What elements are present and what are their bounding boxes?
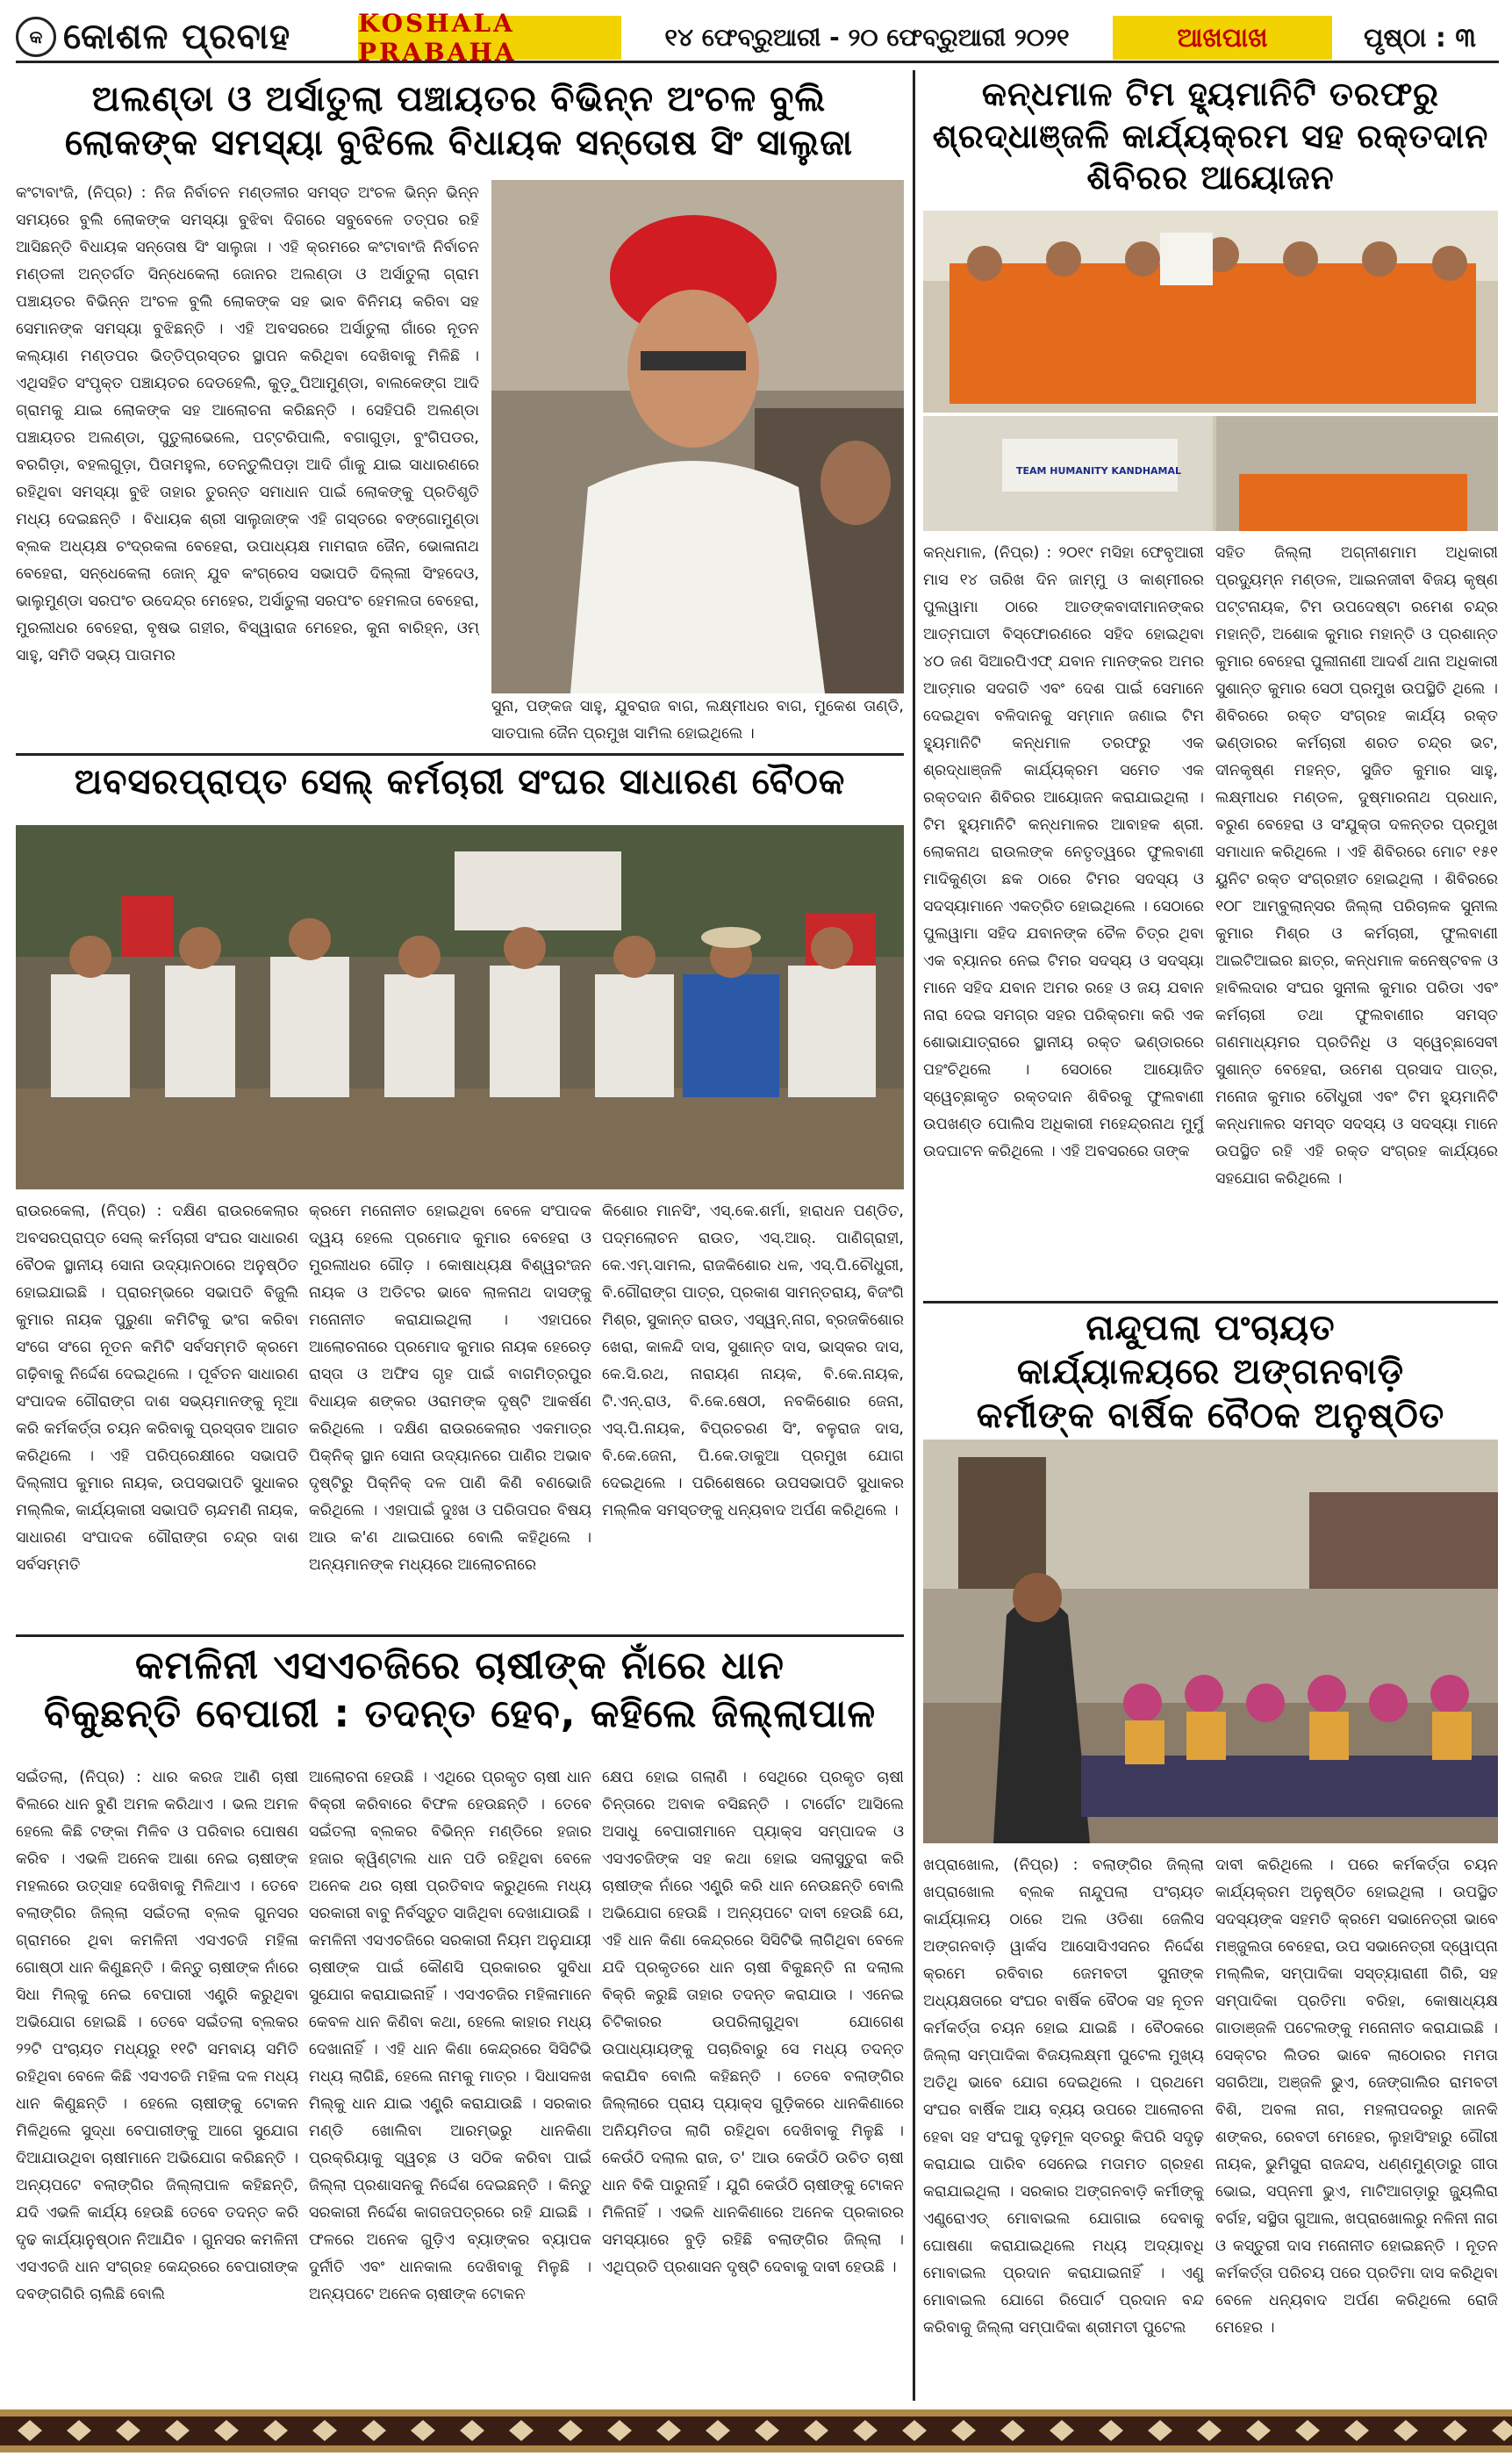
article2-headline: ଅବସରପ୍ରାପ୍ତ ସେଲ୍ କର୍ମଚାରୀ ସଂଘର ସାଧାରଣ ବୈଠକ bbox=[74, 762, 846, 802]
article4-headline bbox=[923, 74, 1498, 199]
article3-headline-line1: କମଳିନୀ ଏସଏଚଜିରେ ଚାଷୀଙ୍କ ନାଁରେ ଧାନ bbox=[135, 1643, 785, 1688]
article3-headline-line2: ବିକୁଛନ୍ତି ବେପାରୀ : ତଦନ୍ତ ହେବ, କହିଲେ ଜିଲ୍ଲାପାଳ bbox=[43, 1691, 877, 1736]
article2-col3: କିଶୋର ମାନସିଂ, ଏସ୍.କେ.ଶର୍ମା, ହାରାଧନ ପଣ୍ଡିତ, ପଦ୍ମଲୋଚନ ରାଉତ, ଏସ୍.ଆର୍. ପାଣିଗ୍ରାହୀ, କେ.ଏମ୍.ସାମଲ, ରାଜକିଶୋର ଧଳ, ଏସ୍.ପି.ଚୌଧୁରୀ, ବି.ଗୌରାଙ୍ଗ ପାତ୍ର, ପ୍ରକାଶ ସାମନ୍ତରାୟ, ବିଜଂଗି ମିଶ୍ର, ସୁକାନ୍ତ ରାଉତ, ଏସ୍ୱନ୍.ନାଗ, ବ୍ରଜକିଶୋର ଖେରା, କାଳନ୍ଦି ଦାସ, ସୁଶାନ୍ତ ଦାସ, ଭାସ୍କର ଦାସ, କେ.ସି.ରଥ, ନାରାୟଣ ନାୟକ, ବି.କେ.ନାୟକ, ଟି.ଏନ୍.ରାଓ, ବି.କେ.ଷେଠୀ, ନବକିଶୋର ଜେନା, ଏସ୍.ପି.ନାୟକ, ବିପ୍ରଚରଣ ସିଂ, ବଳୁରାଜ ଦାସ, ବି.କେ.ଜେନା, ପି.କେ.ଡାକୁଆ ପ୍ରମୁଖ ଯୋଗ ଦେଇଥିଲେ । ପରିଶେଷରେ ଉପସଭାପତି ସୁଧାକର ମଲ୍ଲିକ ସମସ୍ତଙ୍କୁ ଧନ୍ୟବାଦ ଅର୍ପଣ କରିଥିଲେ । bbox=[602, 1203, 904, 1519]
article3-col3: କ୍ଷେପ ହୋଇ ଗଲାଣି । ସେଥିରେ ପ୍ରକୃତ ଚାଷୀ ଚିନ୍ତାରେ ଅବାକ ବସିଛନ୍ତି । ଟାର୍ଗେଟ ଆସିଲେ ଅସାଧୁ ବେପାରୀମାନେ ପ୍ୟାକ୍ସ ସମ୍ପାଦକ ଓ ଏସଏଚଜିଙ୍କ ସହ କଥା ହୋଇ ସଲାସୁତୁରା କରି ଚାଷୀଙ୍କ ନାଁରେ ଏଣ୍ଟ୍ରି କରି ଧାନ ନେଉଛନ୍ତି ବୋଲି ଅଭିଯୋଗ ହେଉଛି । ଅନ୍ୟପଟେ ଦାବୀ ହେଉଛି ଯେ, ଏହି ଧାନ କିଣା କେନ୍ଦ୍ରରେ ସିସିଟିଭି ଲାଗିଥିବା ବେଳେ ଯଦି ପ୍ରକୃତରେ ଧାନ ଚାଷୀ ବିକୁଛନ୍ତି ନା ଦଲାଲ ବିକ୍ରି କରୁଛି ତାହାର ତଦନ୍ତ କରାଯାଉ । ଏନେଇ ଚିଟିକାରର ଉପରିଲାଗୁଥିବା ଯୋଗେଶ ଉପାଧ୍ୟାୟଙ୍କୁ ପଚାରିବାରୁ ସେ ମଧ୍ୟ ତଦନ୍ତ କରାଯିବ ବୋଲି କହିଛନ୍ତି । ତେବେ ବଲାଙ୍ଗିର ଜିଲ୍ଲାରେ ପ୍ରାୟ ପ୍ୟାକ୍ସ ଗୁଡ଼ିକରେ ଧାନକିଣାରେ ଅନିୟମିତତା ଲାଗି ରହିଥିବା ଦେଖିବାକୁ ମିଳୁଛି । କେଉଁଠି ଦଲାଲ ରାଜ, ତ' ଆଉ କେଉଁଠି ଉଚିତ ଚାଷୀ ଧାନ ବିକି ପାରୁନାହିଁ । ଯୁଗି କେଉଁଠି ଚାଷୀଙ୍କୁ ଟୋକନ ମିଳିନାହିଁ । ଏଭଳି ଧାନକିଣାରେ ଅନେକ ପ୍ରକାରର ସମସ୍ୟାରେ ବୁଡ଼ି ରହିଛି ବଲାଙ୍ଗିର ଜିଲ୍ଲା । ଏଥିପ୍ରତି ପ୍ରଶାସନ ଦୃଷ୍ଟି ଦେବାକୁ ଦାବୀ ହେଉଛି । bbox=[602, 1769, 904, 2276]
article5-headline bbox=[923, 1306, 1498, 1438]
article5-headline-line2: କାର୍ଯ୍ୟାଳୟରେ ଅଙ୍ଗନବାଡ଼ି bbox=[1016, 1352, 1405, 1392]
footer-pattern-icon bbox=[0, 2409, 1512, 2452]
emblem-icon: କ bbox=[16, 17, 56, 57]
divider bbox=[16, 753, 904, 756]
article4-headline-line2: ଶ୍ରଦ୍ଧାଞ୍ଜଳି କାର୍ଯ୍ୟକ୍ରମ ସହ ରକ୍ତଦାନ bbox=[932, 116, 1489, 155]
article4-headline-line3: ଶିବିରର ଆୟୋଜନ bbox=[1086, 158, 1335, 197]
section-name: ଆଖପାଖ bbox=[1113, 16, 1332, 60]
divider bbox=[16, 1634, 904, 1637]
article3-col2: ଆଲୋଚନା ହେଉଛି । ଏଥିରେ ପ୍ରକୃତ ଚାଷୀ ଧାନ ବିକ୍ରୀ କରିବାରେ ବିଫଳ ହେଉଛନ୍ତି । ତେବେ ସଇଁତଲା ବ୍ଲକର ବିଭିନ୍ନ ମଣ୍ଡିରେ ହଜାର ହଜାର କ୍ୱିଣ୍ଟାଲ ଧାନ ପଡି ରହିଥିବା ବେଳେ ଅନେକ ଥର ଚାଷୀ ପ୍ରତିବାଦ କରୁଥିଲେ ମଧ୍ୟ ସରକାରୀ ବାବୁ ନିର୍ବସ୍ତୁତ ସାଜିଥିବା ଦେଖାଯାଉଛି । କମଳିନୀ ଏସଏଚଜିରେ ସରକାରୀ ନିୟମ ଅନୁଯାୟୀ ଚାଷୀଙ୍କ ପାଇଁ କୌଣସି ପ୍ରକାରର ସୁବିଧା ସୁଯୋଗ କରାଯାଇନାହିଁ । ଏସଏଚଜିର ମହିଳାମାନେ କେବଳ ଧାନ କିଣିବା କଥା, ହେଲେ କାହାର ମଧ୍ୟ ଦେଖାନାହିଁ । ଏହି ଧାନ କିଣା କେନ୍ଦ୍ରରେ ସିସିଟିଭି ମଧ୍ୟ ଲାଗିଛି, ହେଲେ ନାମକୁ ମାତ୍ର । ସିଧାସଳଖ ମିଲ୍କୁ ଧାନ ଯାଇ ଏଣ୍ଟ୍ରି କରାଯାଉଛି । ସରକାର ମଣ୍ଡି ଖୋଲିବା ଆରମ୍ଭରୁ ଧାନକିଣା ପ୍ରକ୍ରିୟାକୁ ସ୍ୱଚ୍ଛ ଓ ସଠିକ କରିବା ପାଇଁ ଜିଲ୍ଲା ପ୍ରଶାସନକୁ ନିର୍ଦ୍ଦେଶ ଦେଇଛନ୍ତି । କିନ୍ତୁ ସରକାରୀ ନିର୍ଦ୍ଦେଶ କାଗଜପତ୍ରରେ ରହି ଯାଇଛି । ଫଳରେ ଅନେକ ଗୁଡ଼ିଏ ବ୍ୟାଙ୍କର ବ୍ୟାପକ ଦୁର୍ନୀତି ଏବଂ ଧାନକାଲ ଦେଖିବାକୁ ମିଳୁଛି । ଅନ୍ୟପଟେ ଅନେକ ଚାଷୀଙ୍କ ଟୋକନ bbox=[309, 1769, 591, 2303]
article1-headline-line1: ଅଲଣ୍ଡା ଓ ଅର୍ସାତୁଲା ପଞ୍ଚାୟତର ବିଭିନ୍ନ ଅଂଚଳ ବୁଲି bbox=[91, 79, 827, 119]
photo-blood-donation bbox=[923, 211, 1498, 531]
article2-col2: କ୍ରମେ ମନୋନୀତ ହୋଇଥିବା ବେଳେ ସଂପାଦକ ଦ୍ୱୟ ହେଲେ ପ୍ରମୋଦ କୁମାର ବେହେରା ଓ ମୁରଲୀଧର ଗୌଡ଼ । କୋଷାଧ୍ୟକ୍ଷ ବିଶ୍ୱରଂଜନ ନାୟକ ଓ ଅଡିଟର ଭାବେ ଲାଳନାଥ ଦାସଙ୍କୁ ମନୋନୀତ କରାଯାଇଥିଲା । ଏହାପରେ ଆଲୋଚନାରେ ପ୍ରମୋଦ କୁମାର ନାୟକ ହେରେଡ଼ ରାସ୍ତା ଓ ଅଫିସ ଗୃହ ପାଇଁ ବାଗମିତ୍ରପୁର ବିଧାୟକ ଶଙ୍କର ଓରାମଙ୍କ ଦୃଷ୍ଟି ଆକର୍ଷଣ କରିଥିଲେ । ଦକ୍ଷିଣ ରାଉରକେଲାର ଏକମାତ୍ର ପିକ୍ନିକ୍ ସ୍ଥାନ ସୋନା ଉଦ୍ୟାନରେ ପାଣିର ଅଭାବ ଦୃଷ୍ଟିରୁ ପିକ୍ନିକ୍ ଦଳ ପାଣି କିଣି ବଣଭୋଜି କରିଥିଲେ । ଏହାପାଇଁ ଦୁଃଖ ଓ ପରିତାପର ବିଷୟ ଆଉ କ'ଣ ଥାଇପାରେ ବୋଲି କହିଥିଲେ । ଅନ୍ୟମାନଙ୍କ ମଧ୍ୟରେ ଆଲୋଚନାରେ bbox=[309, 1203, 591, 1574]
decorative-footer-border bbox=[0, 2409, 1512, 2452]
article3-col1: ସଇଁତଲା, (ନିପ୍ର) : ଧାର କରଜ ଆଣି ଚାଷୀ ବିଲରେ ଧାନ ବୁଣି ଅମଳ କରିଥାଏ । ଭଲ ଅମଳ ହେଲେ କିଛି ଟଙ୍କା ମିଳିବ ଓ ପରିବାର ପୋଷଣ କରିବ । ଏଭଳି ଅନେକ ଆଶା ନେଇ ଚାଷୀଙ୍କ ମହଲରେ ଉତ୍ସାହ ଦେଖିବାକୁ ମିଳିଥାଏ । ତେବେ ବଲାଙ୍ଗିର ଜିଲ୍ଲା ସଇଁତଲା ବ୍ଲକ ଗୁନସର ଗ୍ରାମରେ ଥିବା କମଳିନୀ ଏସଏଚଜି ମହିଳା ଗୋଷ୍ଠୀ ଧାନ କିଣୁଛନ୍ତି । କିନ୍ତୁ ଚାଷୀଙ୍କ ନାଁରେ ସିଧା ମିଲ୍କୁ ନେଇ ବେପାରୀ ଏଣ୍ଟ୍ରି କରୁଥିବା ଅଭିଯୋଗ ହୋଇଛି । ତେବେ ସଇଁତଲା ବ୍ଲକର ୨୨ଟି ପଂଚାୟତ ମଧ୍ୟରୁ ୧୧ଟି ସମବାୟ ସମିତି ରହିଥିବା ବେଳେ କିଛି ଏସଏଚଜି ମହିଳା ଦଳ ମଧ୍ୟ ଧାନ କିଣୁଛନ୍ତି । ହେଲେ ଚାଷୀଙ୍କୁ ଟୋକନ ମିଳିଥିଲେ ସୁଦ୍ଧା ବେପାରୀଙ୍କୁ ଆଗେ ସୁଯୋଗ ଦିଆଯାଉଥିବା ଚାଷୀମାନେ ଅଭିଯୋଗ କରିଛନ୍ତି । ଅନ୍ୟପଟେ ବଲାଙ୍ଗିର ଜିଲ୍ଲାପାଳ କହିଛନ୍ତି, ଯଦି ଏଭଳି କାର୍ଯ୍ୟ ହେଉଛି ତେବେ ତଦନ୍ତ କରି ଦୃଢ କାର୍ଯ୍ୟାନୁଷ୍ଠାନ ନିଆଯିବ । ଗୁନସର କମଳିନୀ ଏସଏଚଜି ଧାନ ସଂଗ୍ରହ କେନ୍ଦ୍ରରେ ବେପାରୀଙ୍କ ଦବଙ୍ଗଗିରି ଚାଲିଛି ବୋଲି bbox=[16, 1769, 298, 2303]
article5-col2: ଦାବୀ କରିଥିଲେ । ପରେ କର୍ମକର୍ତ୍ତା ଚୟନ କାର୍ଯ୍ୟକ୍ରମ ଅନୁଷ୍ଠିତ ହୋଇଥିଲା । ଉପସ୍ଥିତ ସଦସ୍ୟଙ୍କ ସହମତି କ୍ରମେ ସଭାନେତ୍ରୀ ଭାବେ ମଞ୍ଜୁଲତା ବେହେରା, ଉପ ସଭାନେତ୍ରୀ ଦ୍ୱୋପ୍ନା ମଲ୍ଲିକ, ସମ୍ପାଦିକା ସସ୍ତ୍ୟାରାଣୀ ଗିରି, ସହ ସମ୍ପାଦିକା ପ୍ରତିମା ବରିହା, କୋଷାଧ୍ୟକ୍ଷ ଗାଡାଞ୍ଜଳି ପଟେଲଙ୍କୁ ମନୋନୀତ କରାଯାଇଛି । ସେକ୍ଟର ଲିଡର ଭାବେ ଲାଠୋରର ମମତା ସଗରିଆ, ଅଞ୍ଜଳି ଭୁଏ, ଜେଙ୍ଗାଲିର ରାମବତୀ ବିଶି, ଅବଳା ନାଗ, ମହଲାପଦରରୁ ଜାନକି ଶଙ୍କର, ରେବତୀ ମେହେର, ଲୁହାସିଂହାରୁ ଗୌରୀ ନାୟକ, ଭୁମିସୁରା ରାଜନ୍ଦସ, ଧଣ୍ଣମୁଣ୍ଡାରୁ ଗୀତା ଭୋଇ, ସପ୍ନମୀ ଭୁଏ, ମାଟିଆଗଡ଼ାରୁ ଜ୍ୟୁଲିରା ବର୍ଗହ, ସସ୍ଥିତା ଗୁଆଲ, ଖପ୍ରାଖୋଲରୁ ନଳିନୀ ନାଗ ଓ କସ୍ତୁରୀ ଦାସ ମନୋନୀତ ହୋଇଛନ୍ତି । ନୂତନ କର୍ମକର୍ତ୍ତା ପରିଚୟ ପରେ ପ୍ରତିମା ଦାସ କରିଥିବା ବେଳେ ଧନ୍ୟବାଦ ଅର୍ପଣ କରିଥିଲେ ରୋଜି ମେହେର । bbox=[1215, 1856, 1498, 2337]
photo-anganwadi-meeting bbox=[923, 1440, 1498, 1843]
newspaper-logo bbox=[16, 12, 349, 61]
team-humanity-banner: TEAM HUMANITY KANDHAMAL bbox=[1015, 465, 1182, 477]
article4-headline-line1: କନ୍ଧମାଳ ଟିମ ହ୍ୟୁମାନିଟି ତରଫରୁ bbox=[981, 75, 1440, 113]
article1-headline-line2: ଲୋକଙ୍କ ସମସ୍ୟା ବୁଝିଲେ ବିଧାୟକ ସନ୍ତୋଷ ସିଂ ସାଲୁଜା bbox=[65, 123, 853, 163]
article5-headline-line3: କର୍ମୀଙ୍କ ବାର୍ଷିକ ବୈଠକ ଅନୁଷ୍ଠିତ bbox=[976, 1396, 1445, 1436]
odia-name: କୋଶଳ ପ୍ରବାହ bbox=[63, 17, 291, 57]
article5-headline-line1: ନାନ୍ଦୁପଲା ପଂଚାୟତ bbox=[1086, 1308, 1336, 1348]
article2-col1: ରାଉରକେଲା, (ନିପ୍ର) : ଦକ୍ଷିଣ ରାଉରକେଲାର ଅବସରପ୍ରାପ୍ତ ସେଲ୍ କର୍ମଚାରୀ ସଂଘର ସାଧାରଣ ବୈଠକ ସ୍ଥାନୀୟ ସୋନା ଉଦ୍ୟାନଠାରେ ଅନୁଷ୍ଠିତ ହୋଇଯାଇଛି । ପ୍ରାରମ୍ଭରେ ସଭାପତି ବିଜୁଲି କୁମାର ନାୟକ ପୁରୁଣା କମିଟିକୁ ଭଂଗ କରିବା ସଂଗେ ସଂଗେ ନୂତନ କମିଟି ସର୍ବସମ୍ମତି କ୍ରମେ ଗଢ଼ିବାକୁ ନିର୍ଦ୍ଦେଶ ଦେଇଥିଲେ । ପୂର୍ବତନ ସାଧାରଣ ସଂପାଦକ ଗୌରାଙ୍ଗ ଦାଶ ସଭ୍ୟମାନଙ୍କୁ ନୂଆ କରି କର୍ମକର୍ତ୍ତା ଚୟନ କରିବାକୁ ପ୍ରସ୍ତାବ ଆଗତ କରିଥିଲେ । ଏହି ପରିପ୍ରେକ୍ଷୀରେ ସଭାପତି ଦିଲ୍ଲୀପ କୁମାର ନାୟକ, ଉପସଭାପତି ସୁଧାକର ମଲ୍ଲିକ, କାର୍ଯ୍ୟକାରୀ ସଭାପତି ଚାନ୍ଦମଣି ନାୟକ, ସାଧାରଣ ସଂପାଦକ ଗୌରାଙ୍ଗ ଚନ୍ଦ୍ର ଦାଶ ସର୍ବସମ୍ମତି bbox=[16, 1203, 298, 1574]
article4-col1: କନ୍ଧମାଳ, (ନିପ୍ର) : ୨୦୧୯ ମସିହା ଫେବୃଆରୀ ମାସ ୧୪ ତାରିଖ ଦିନ ଜାମ୍ମୁ ଓ କାଶ୍ମୀରର ପୁଲୱାମା ଠାରେ ଆତଙ୍କବାଦୀମାନଙ୍କର ଆତ୍ମଘାତୀ ବିସ୍ଫୋରଣରେ ସହିଦ ହୋଇଥିବା ୪୦ ଜଣ ସିଆରପିଏଫ୍ ଯବାନ ମାନଙ୍କର ଅମର ଆତ୍ମାର ସଦଗତି ଏବଂ ଦେଶ ପାଇଁ ସେମାନେ ଦେଇଥିବା ବଳିଦାନକୁ ସମ୍ମାନ ଜଣାଇ ଟିମ ହ୍ୟୁମାନିଟି କନ୍ଧମାଳ ତରଫରୁ ଏକ ଶ୍ରଦ୍ଧାଞ୍ଜଳି କାର୍ଯ୍ୟକ୍ରମ ସମେତ ଏକ ରକ୍ତଦାନ ଶିବିରର ଆୟୋଜନ କରାଯାଇଥିଲା । ଟିମ ହ୍ୟୁମାନିଟି କନ୍ଧମାଳର ଆବାହକ ଶ୍ରୀ. ଲୋକନାଥ ରାଉଲଙ୍କ ନେତୃତ୍ୱରେ ଫୁଲବାଣୀ ମାଦିକୁଣ୍ଡା ଛକ ଠାରେ ଟିମର ସଦସ୍ୟ ଓ ସଦସ୍ୟାମାନେ ଏକତ୍ରିତ ହୋଇଥିଲେ । ସେଠାରେ ପୁଲୱାମା ସହିଦ ଯବାନଙ୍କ ଚୈଳ ଚିତ୍ର ଥିବା ଏକ ବ୍ୟାନର ନେଇ ଟିମର ସଦସ୍ୟ ଓ ସଦସ୍ୟା ମାନେ ସହିଦ ଯବାନ ଅମର ରହେ ଓ ଜୟ ଯବାନ ନାରା ଦେଇ ସମଗ୍ର ସହର ପରିକ୍ରମା କରି ଏକ ଶୋଭାଯାତ୍ରାରେ ସ୍ଥାନୀୟ ରକ୍ତ ଭଣ୍ଡାରରେ ପହଂଚିଥିଲେ । ସେଠାରେ ଆୟୋଜିତ ସ୍ୱେଚ୍ଛାକୃତ ରକ୍ତଦାନ ଶିବିରକୁ ଫୁଲବାଣୀ ଉପଖଣ୍ଡ ପୋଲିସ ଅଧିକାରୀ ମହେନ୍ଦ୍ରନାଥ ମୁର୍ମୁ ଉଦଘାଟନ କରିଥିଲେ । ଏହି ଅବସରରେ ତାଙ୍କ bbox=[923, 544, 1204, 1160]
masthead bbox=[16, 9, 1499, 67]
page-number: ପୃଷ୍ଠା : ୩ bbox=[1364, 22, 1476, 54]
article3-headline bbox=[16, 1641, 904, 1738]
english-name: KOSHALA PRABAHA bbox=[358, 16, 621, 60]
column-divider bbox=[913, 70, 915, 2401]
divider bbox=[923, 1301, 1498, 1303]
photo-retired-employees-meeting bbox=[16, 825, 904, 1189]
article1-headline bbox=[16, 77, 902, 165]
article4-col2: ସହିତ ଜିଲ୍ଲା ଅଗ୍ନୀଶମାମ ଅଧିକାରୀ ପ୍ରଦ୍ୟୁମ୍ନ ମଣ୍ଡଳ, ଆଇନଜୀବୀ ବିଜୟ କୃଷ୍ଣ ପଟ୍ଟନାୟକ, ଟିମ ଉପଦେଷ୍ଟା ରମେଶ ଚନ୍ଦ୍ର ମହାନ୍ତି, ଅଶୋକ କୁମାର ମହାନ୍ତି ଓ ପ୍ରଶାନ୍ତ କୁମାର ବେହେରା ପୁଲୀନାଣୀ ଆଦର୍ଶ ଥାନା ଅଧିକାରୀ ସୁଶାନ୍ତ କୁମାର ସେଠୀ ପ୍ରମୁଖ ଉପସ୍ଥିତି ଥିଲେ । ଶିବିରରେ ରକ୍ତ ସଂଗ୍ରହ କାର୍ଯ୍ୟ ରକ୍ତ ଭଣ୍ଡାରର କର୍ମଚାରୀ ଶରତ ଚନ୍ଦ୍ର ଭଟ, ଦୀନକୃଷ୍ଣ ମହନ୍ତ, ସୁଜିତ କୁମାର ସାହୁ, ଲକ୍ଷ୍ମୀଧର ମଣ୍ଡଳ, ଦୁଷ୍ମାରନାଥ ପ୍ରଧାନ, ବରୁଣ ବେହେରା ଓ ସଂଯୁକ୍ତା ଦଳନ୍ତର ପ୍ରମୁଖ ସମାଧାନ କରିଥିଲେ । ଏହି ଶିବିରରେ ମୋଟ ୧୫୧ ୟୁନିଟ ରକ୍ତ ସଂଗ୍ରହୀତ ହୋଇଥିଲା । ଶିବିରରେ ୧୦୮ ଆମ୍ବୁଲାନ୍ସର ଜିଲ୍ଲା ପରିଚାଳକ ସୁନୀଲ କୁମାର ମିଶ୍ର ଓ କର୍ମଚାରୀ, ଫୁଲବାଣୀ ଆଇଟିଆଇର ଛାତ୍ର, କନ୍ଧମାଳ କନେଷ୍ଟବଳ ଓ ହାବିଲଦାର ସଂଘର ସୁନୀଲ କୁମାର ପରିଡା ଏବଂ କର୍ମଚାରୀ ତଥା ଫୁଲବାଣୀର ସମସ୍ତ ଗଣମାଧ୍ୟମର ପ୍ରତିନିଧି ଓ ସ୍ୱେଚ୍ଛାସେବୀ ସୁଶାନ୍ତ ବେହେରା, ଉମେଶ ପ୍ରସାଦ ପାତ୍ର, ମନୋଜ କୁମାର ଚୌଧୁରୀ ଏବଂ ଟିମ ହ୍ୟୁମାନିଟି କନ୍ଧମାଳର ସମସ୍ତ ସଦସ୍ୟ ଓ ସଦସ୍ୟା ମାନେ ଉପସ୍ଥିତ ରହି ଏହି ରକ୍ତ ସଂଗ୍ରହ କାର୍ଯ୍ୟରେ ସହଯୋଗ କରିଥିଲେ । bbox=[1215, 544, 1498, 1188]
photo-mla-salija bbox=[491, 180, 904, 693]
article1-caption: ସୁନା, ପଙ୍କଜ ସାହୁ, ଯୁବରାଜ ବାଗ, ଲକ୍ଷ୍ମୀଧର ବାଗ, ମୁକେଶ ତାଣ୍ଡି, ସାତପାଲ ଜୈନ ପ୍ରମୁଖ ସାମିଲ ହୋଇଥିଲେ । bbox=[491, 698, 904, 743]
article5-col1: ଖପ୍ରାଖୋଲ, (ନିପ୍ର) : ବଲାଙ୍ଗିର ଜିଲ୍ଲା ଖପ୍ରାଖୋଲ ବ୍ଲକ ନାନ୍ଦୁପଲା ପଂଚାୟତ କାର୍ଯ୍ୟାଳୟ ଠାରେ ଅଲ ଓଡିଶା ଜେଲିସ ଅଙ୍ଗନବାଡ଼ି ୱାର୍କସ ଆସୋସିଏସନର ନିର୍ଦ୍ଦେଶ କ୍ରମେ ରବିବାର ଜେମବତୀ ସୁନାଙ୍କ ଅଧ୍ୟକ୍ଷତାରେ ସଂଘର ବାର୍ଷିକ ବୈଠକ ସହ ନୂତନ କର୍ମକର୍ତ୍ତା ଚୟନ ହୋଇ ଯାଇଛି । ବୈଠକରେ ଜିଲ୍ଲା ସମ୍ପାଦିକା ବିଜୟଲକ୍ଷ୍ମୀ ପୁଟେଲ ମୁଖ୍ୟ ଅତିଥି ଭାବେ ଯୋଗ ଦେଇଥିଲେ । ପ୍ରଥମେ ସଂଘର ବାର୍ଷିକ ଆୟ ବ୍ୟୟ ଉପରେ ଆଲୋଚନା ହେବା ସହ ସଂଘକୁ ଦୃଢ଼ମୂଳ ସ୍ତରରୁ କିପରି ସଦୃଢ଼ କରାଯାଇ ପାରିବ ସେନେଇ ମତାମତ ଗ୍ରହଣ କରାଯାଇଥିଲା । ସରକାର ଅଙ୍ଗନବାଡ଼ି କର୍ମୀଙ୍କୁ ଏଣ୍ଡ୍ରୋଏଡ୍ ମୋବାଇଲ ଯୋଗାଇ ଦେବାକୁ ଘୋଷଣା କରାଯାଇଥିଲେ ମଧ୍ୟ ଅଦ୍ୟାବଧି ମୋବାଇଲ ପ୍ରଦାନ କରାଯାଇନାହିଁ । ଏଣୁ ମୋବାଇଲ ଯୋଗେ ରିପୋର୍ଟ ପ୍ରଦାନ ବନ୍ଦ କରିବାକୁ ଜିଲ୍ଲା ସମ୍ପାଦିକା ଶ୍ରୀମତୀ ପୁଟେଲ bbox=[923, 1856, 1204, 2337]
article1-body: କଂଟାବାଂଜି, (ନିପ୍ର) : ନିଜ ନିର୍ବାଚନ ମଣ୍ଡଳୀର ସମସ୍ତ ଅଂଚଳ ଭିନ୍ନ ଭିନ୍ନ ସମୟରେ ବୁଲି ଲୋକଙ୍କ ସମସ୍ୟା ବୁଝିବା ଦିଗରେ ସବୁବେଳେ ତତ୍ପର ରହି ଆସିଛନ୍ତି ବିଧାୟକ ସନ୍ତୋଷ ସିଂ ସାଲୁଜା । ଏହି କ୍ରମରେ କଂଟାବାଂଜି ନିର୍ବାଚନ ମଣ୍ଡଳୀ ଅନ୍ତର୍ଗତ ସିନ୍ଧେକେଲା ଜୋନର ଅଲଣ୍ଡା ଓ ଅର୍ସାତୁଲା ଗ୍ରାମ ପଞ୍ଚାୟତର ବିଭିନ୍ନ ଅଂଚଳ ବୁଲି ଲୋକଙ୍କ ସହ ଭାବ ବିନିମୟ କରିବା ସହ ସେମାନଙ୍କ ସମସ୍ୟା ବୁଝିଛନ୍ତି । ଏହି ଅବସରରେ ଅର୍ସାତୁଲା ଗାଁରେ ନୂତନ କଲ୍ୟାଣ ମଣ୍ଡପର ଭିତ୍ତିପ୍ରସ୍ତର ସ୍ଥାପନ କରିଥିବା ଦେଖିବାକୁ ମିଳିଛି । ଏଥିସହିତ ସଂପୃକ୍ତ ପଞ୍ଚାୟତର ଦେଡହେଲି, କୁଡ଼ୁପିଆମୁଣ୍ଡା, ବାଲକେଙ୍ଗ ଆଦି ଗ୍ରାମକୁ ଯାଇ ଲୋକଙ୍କ ସହ ଆଲୋଚନା କରିଛନ୍ତି । ସେହିପରି ଅଲଣ୍ଡା ପଞ୍ଚାୟତର ଅଲଣ୍ଡା, ପୁତୁଲାଭେଲେ, ପଟ୍ଟରିପାଲି, ବଗାଗୁଡ଼ା, ବୁଂଗିପଡର, ବରଗିଡ଼ା, ବହଲଗୁଡ଼ା, ପିତାମହୁଲ, ତେନ୍ତୁଲିପଡ଼ା ଆଦି ଗାଁକୁ ଯାଇ ସାଧାରଣରେ ରହିଥିବା ସମସ୍ୟା ବୁଝି ତାହାର ତୁରନ୍ତ ସମାଧାନ ପାଇଁ ଲୋକଙ୍କୁ ପ୍ରତିଶୃତି ମଧ୍ୟ ଦେଇଛନ୍ତି । ବିଧାୟକ ଶ୍ରୀ ସାଲୁଜାଙ୍କ ଏହି ଗସ୍ତରେ ବଙ୍ଗୋମୁଣ୍ଡା ବ୍ଲକ ଅଧ୍ୟକ୍ଷ ଚଂଦ୍ରକଳା ବେହେରା, ଉପାଧ୍ୟକ୍ଷ ମାମରାଜ ଜୈନ, ଭୋଳାନାଥ ବେହେରା, ସନ୍ଧେକେଲା ଜୋନ୍ ଯୁବ କଂଗ୍ରେସ ସଭାପତି ଦିଲ୍ଲୀ ସିଂହଦେଓ, ଭାଲୁମୁଣ୍ଡା ସରପଂଚ ଉଦେନ୍ଦ୍ର ମେହେର, ଅର୍ସାତୁଲା ସରପଂଚ ହେମଲତା ବେହେରା, ମୁରଲୀଧର ବେହେରା, ବୃଷଭ ଗହୀର, ବିସ୍ୱାରାଜ ମେହେର, କୁନା ବାରିହ୍ନ, ଓମ୍ ସାହୁ, ସମିତି ସଭ୍ୟ ପାତାମର bbox=[16, 184, 479, 664]
issue-date: ୧୪ ଫେବ୍ରୁଆରୀ - ୨୦ ଫେବ୍ରୁଆରୀ ୨୦୨୧ bbox=[664, 23, 1070, 52]
